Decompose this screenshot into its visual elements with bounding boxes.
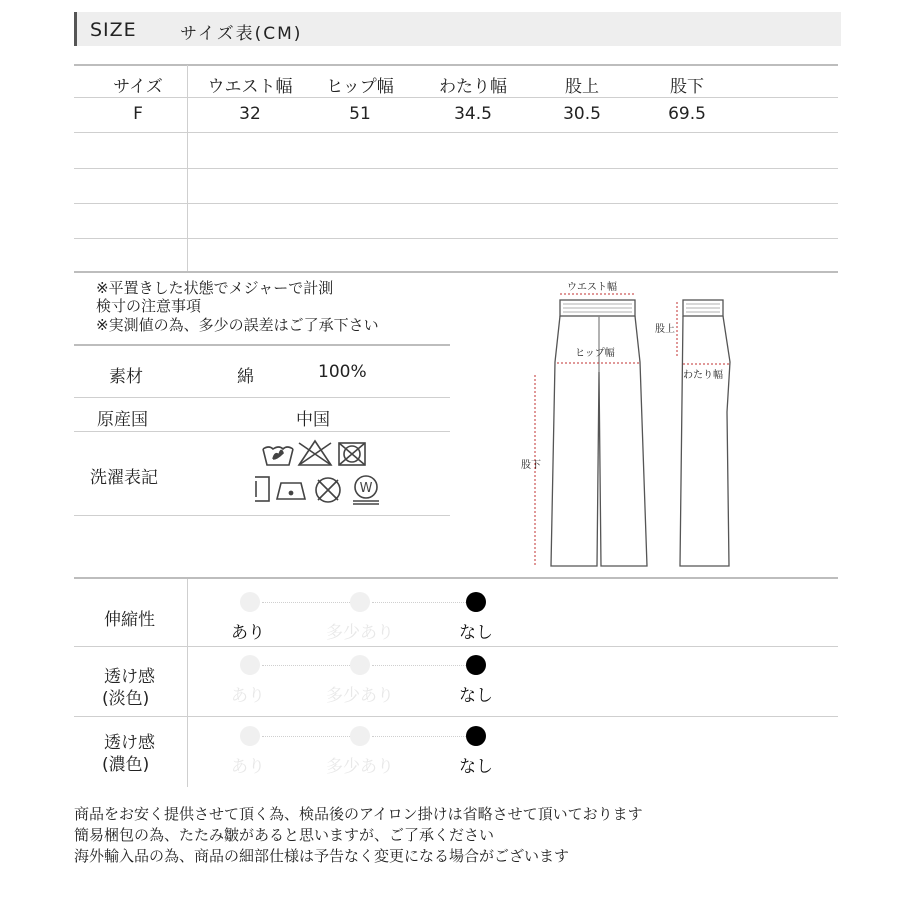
- measure-note: 検寸の注意事項: [96, 297, 202, 315]
- origin-value: 中国: [296, 410, 330, 430]
- scale-dot-selected: [466, 726, 486, 746]
- table-rule: [74, 344, 450, 346]
- no-bleach-icon: [299, 441, 331, 465]
- scale-option: なし: [459, 757, 493, 777]
- cell-inseam: 69.5: [668, 104, 706, 124]
- scale-line: [262, 602, 360, 603]
- line-dry-icon: [255, 477, 269, 501]
- table-rule: [74, 132, 838, 133]
- scale-option: 多少あり: [326, 757, 394, 777]
- care-icons: [255, 437, 385, 507]
- col-header-thigh: わたり幅: [439, 77, 507, 97]
- scale-dot: [350, 592, 370, 612]
- svg-text:W: W: [359, 481, 373, 496]
- material-fabric: 綿: [237, 367, 254, 387]
- scale-option: あり: [231, 686, 265, 706]
- measure-note: ※平置きした状態でメジャーで計測: [96, 279, 334, 297]
- scale-option: 多少あり: [326, 686, 394, 706]
- care-label: 洗濯表記: [90, 468, 158, 488]
- scale-line: [372, 665, 466, 666]
- diagram-hip-label: ヒップ幅: [575, 348, 615, 359]
- cell-waist: 32: [239, 104, 261, 124]
- table-rule: [74, 97, 838, 98]
- pants-front-outline: [551, 300, 647, 566]
- scale-dot: [240, 592, 260, 612]
- table-rule: [74, 431, 450, 432]
- material-percent: 100%: [318, 362, 367, 382]
- pants-side-outline: [680, 300, 730, 566]
- diagram-thigh-label: わたり幅: [683, 370, 723, 381]
- attr-sublabel-sheer-dark: (濃色): [102, 755, 150, 775]
- attr-label-sheer-light: 透け感: [104, 667, 155, 687]
- table-rule: [74, 716, 838, 717]
- measure-note: ※実測値の為、多少の誤差はご了承下さい: [96, 316, 379, 334]
- diagram-waist-label: ウエスト幅: [567, 282, 617, 293]
- table-rule: [74, 397, 450, 398]
- no-dry-clean-icon: [316, 478, 340, 502]
- table-rule: [74, 203, 838, 204]
- measure-guides: [535, 294, 729, 566]
- footer-note: 簡易梱包の為、たたみ皺があると思いますが、ご了承ください: [74, 826, 495, 844]
- attr-sublabel-sheer-light: (淡色): [102, 689, 150, 709]
- section-title: SIZE: [90, 19, 137, 41]
- scale-dot-selected: [466, 655, 486, 675]
- table-rule: [74, 646, 838, 647]
- attr-label-stretch: 伸縮性: [104, 610, 155, 630]
- material-label: 素材: [109, 367, 143, 387]
- table-divider: [187, 579, 188, 787]
- wet-clean-icon: [353, 476, 379, 504]
- footer-note: 商品をお安く提供させて頂く為、検品後のアイロン掛けは省略させて頂いております: [74, 805, 643, 823]
- scale-dot: [350, 726, 370, 746]
- scale-line: [262, 665, 360, 666]
- scale-option: なし: [459, 686, 493, 706]
- scale-option: なし: [459, 623, 493, 643]
- scale-dot: [350, 655, 370, 675]
- table-rule: [74, 577, 838, 579]
- cell-thigh: 34.5: [454, 104, 492, 124]
- section-subtitle: サイズ表(CM): [180, 24, 303, 44]
- diagram-rise-label: 股上: [655, 324, 675, 335]
- table-rule: [74, 168, 838, 169]
- cell-size: F: [133, 104, 143, 124]
- scale-line: [372, 602, 466, 603]
- diagram-inseam-label: 股下: [521, 460, 541, 471]
- col-header-inseam: 股下: [670, 77, 704, 97]
- pants-diagram: [515, 272, 760, 572]
- scale-option: 多少あり: [326, 623, 394, 643]
- table-rule: [74, 64, 838, 66]
- scale-dot: [240, 726, 260, 746]
- scale-option: あり: [231, 757, 265, 777]
- origin-label: 原産国: [97, 410, 148, 430]
- col-header-waist: ウエスト幅: [207, 77, 293, 97]
- footer-note: 海外輸入品の為、商品の細部仕様は予告なく変更になる場合がございます: [74, 847, 570, 865]
- scale-dot-selected: [466, 592, 486, 612]
- table-rule: [74, 238, 838, 239]
- col-header-hip: ヒップ幅: [326, 77, 394, 97]
- col-header-size: サイズ: [113, 77, 163, 97]
- wash-30-icon: [263, 447, 293, 465]
- scale-dot: [240, 655, 260, 675]
- cell-hip: 51: [349, 104, 371, 124]
- scale-line: [372, 736, 466, 737]
- col-header-rise: 股上: [565, 77, 599, 97]
- scale-line: [262, 736, 360, 737]
- scale-option: あり: [231, 623, 265, 643]
- cell-rise: 30.5: [563, 104, 601, 124]
- attr-label-sheer-dark: 透け感: [104, 733, 155, 753]
- table-rule: [74, 515, 450, 516]
- iron-low-icon: [277, 483, 305, 499]
- no-tumble-dry-icon: [339, 443, 365, 465]
